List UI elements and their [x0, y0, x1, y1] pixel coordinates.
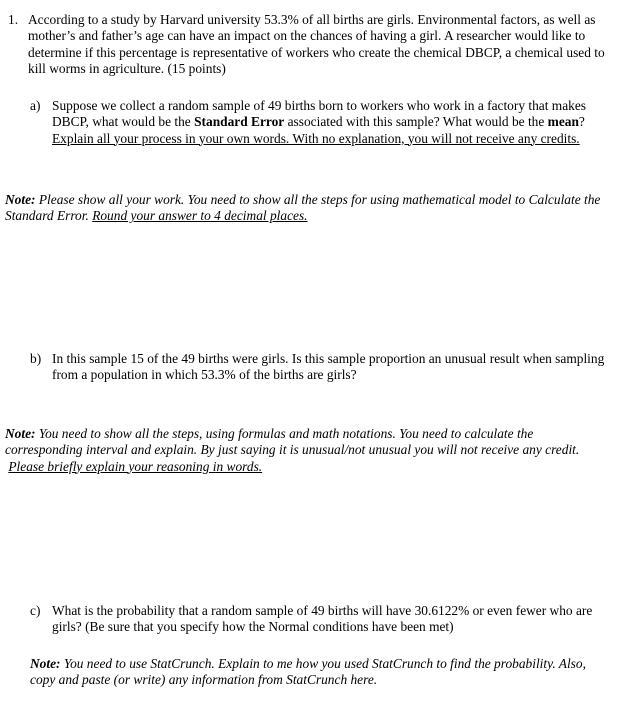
part-b-note: [5, 426, 613, 475]
part-a: [30, 98, 620, 147]
part-b: [30, 351, 620, 384]
note-label: Note:: [5, 192, 36, 207]
part-c: [30, 603, 620, 636]
part-b-text: In this sample 15 of the 49 births were girls. Is this sample proportion an unusual result when sampling from a population in which 53.3% of the births are girls?: [52, 351, 605, 383]
part-b-label: b): [30, 351, 42, 366]
part-a-label: a): [30, 98, 41, 113]
part-a-text-3: ?: [578, 114, 585, 130]
part-c-note: [30, 656, 590, 689]
part-a-note-rounding: Round your answer to 4 decimal places.: [92, 208, 308, 224]
part-c-text: What is the probability that a random sample of 49 births will have 30.6122% or even fewer who are girls? (Be sure that you specify how the Normal conditions have been met): [52, 603, 593, 635]
part-a-note: [5, 192, 619, 225]
question-number: 1.: [8, 12, 19, 27]
question-1: [8, 12, 620, 77]
part-a-text-2: associated with this sample? What would be the: [284, 114, 548, 130]
part-c-note-text: You need to use StatCrunch. Explain to me how you used StatCrunch to find the probability. Also, copy and paste (or write) any information from StatCrunch here.: [30, 656, 586, 688]
part-c-label: c): [30, 603, 41, 618]
note-label: Note:: [30, 656, 61, 671]
part-a-text: [52, 98, 620, 147]
part-a-instruction: Explain all your process in your own words. With no explanation, you will not receive any credits.: [52, 130, 580, 146]
standard-error-term: Standard Error: [194, 114, 285, 130]
part-b-note-reasoning: Please briefly explain your reasoning in words.: [8, 458, 263, 474]
part-b-note-text: You need to show all the steps, using formulas and math notations. You need to calculate the corresponding interval and explain. By just saying it is unusual/not unusual you will not receive any credit.: [5, 426, 580, 458]
question-text: According to a study by Harvard university 53.3% of all births are girls. Environmental factors, as well as mother’s and father’s age can have an impact on the chances of having a girl. A researcher would like to determine if this percentage is representative of workers who create the chemical DBCP, a chemical used to kill worms in agriculture. (15 points): [28, 12, 605, 76]
mean-term: mean: [547, 114, 579, 130]
note-label: Note:: [5, 426, 36, 441]
part-a-note-text: Please show all your work. You need to show all the steps for using mathematical model to Calculate the Standard Error.: [5, 192, 601, 224]
part-a-text-1: Suppose we collect a random sample of 49 births born to workers who work in a factory that makes DBCP, what would be the: [52, 98, 587, 130]
